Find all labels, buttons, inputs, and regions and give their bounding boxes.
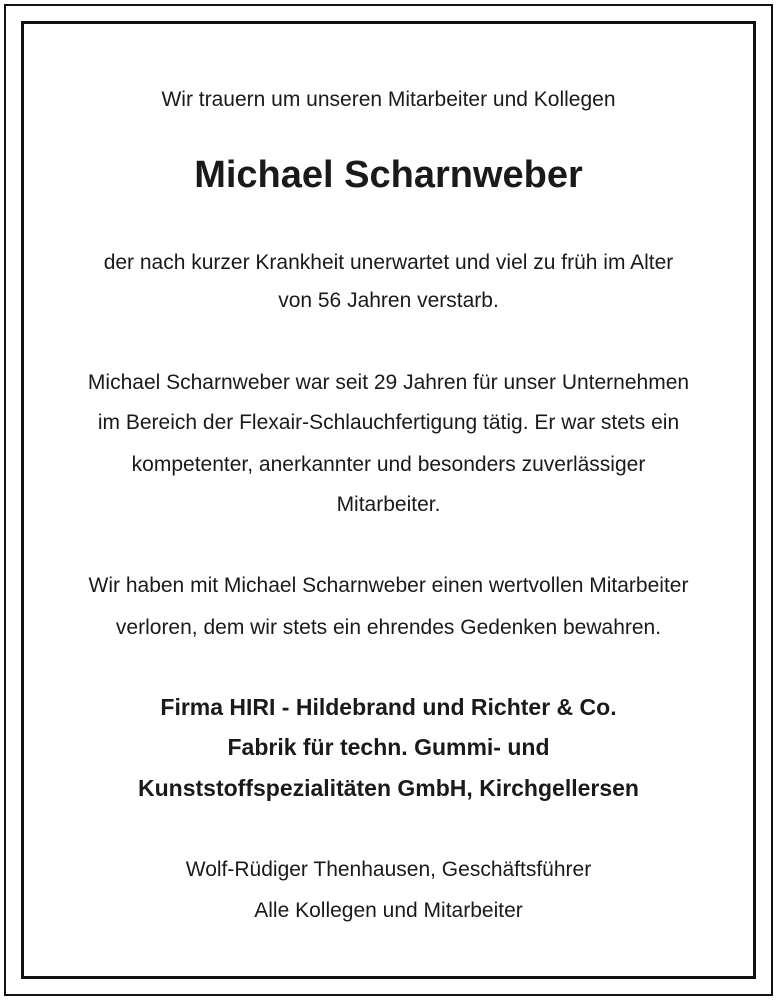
tribute-line-3: kompetenter, anerkannter und besonders zuverlässiger [131, 453, 646, 476]
intro-text: Wir trauern um unseren Mitarbeiter und Kollegen [161, 88, 616, 111]
tribute-line-2: im Bereich der Flexair-Schlauchfertigung tätig. Er war stets ein [97, 411, 680, 434]
company-line-1: Firma HIRI - Hildebrand und Richter & Co. [160, 694, 617, 720]
signature-line-1: Wolf-Rüdiger Thenhausen, Geschäftsführer [185, 858, 592, 881]
company-line-3: Kunststoffspezialitäten GmbH, Kirchgellersen [138, 775, 639, 801]
company-line-2: Fabrik für techn. Gummi- und [227, 734, 550, 760]
tribute-line-4: Mitarbeiter. [336, 493, 441, 516]
death-line-1: der nach kurzer Krankheit unerwartet und viel zu früh im Alter [103, 251, 674, 274]
tribute-line-1: Michael Scharnweber war seit 29 Jahren für unser Unternehmen [87, 371, 690, 394]
memory-line-2: verloren, dem wir stets ein ehrendes Gedenken bewahren. [115, 616, 662, 639]
signature-line-2: Alle Kollegen und Mitarbeiter [254, 899, 523, 922]
death-line-2: von 56 Jahren verstarb. [278, 289, 499, 312]
deceased-name: Michael Scharnweber [194, 154, 583, 196]
memory-line-1: Wir haben mit Michael Scharnweber einen wertvollen Mitarbeiter [88, 574, 689, 597]
